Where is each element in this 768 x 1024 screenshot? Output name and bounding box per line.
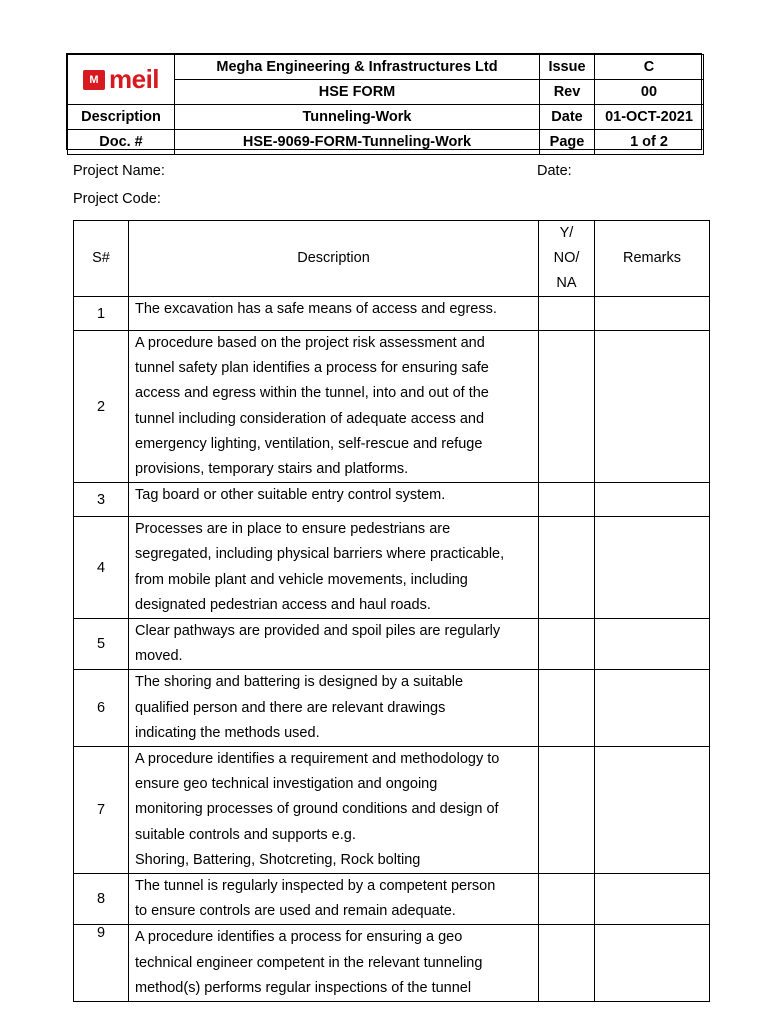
row-serial-number: 5: [74, 619, 129, 670]
description-line: designated pedestrian access and haul roads.: [135, 596, 431, 613]
description-line: indicating the methods used.: [135, 724, 320, 741]
row-remarks-cell[interactable]: [595, 925, 710, 1002]
description-line: A procedure based on the project risk assessment and: [135, 335, 485, 351]
checklist-row: [74, 619, 710, 670]
col-header-sn: S#: [74, 221, 129, 297]
description-line: to ensure controls are used and remain adequate.: [135, 903, 456, 920]
row-description: [129, 925, 539, 1002]
description-line: moved.: [135, 648, 183, 665]
description-line: Clear pathways are provided and spoil piles are regularly: [135, 623, 501, 640]
description-line: A procedure identifies a requirement and methodology to: [135, 751, 500, 768]
description-line: ensure geo technical investigation and ongoing: [135, 776, 438, 793]
checklist-row: [74, 747, 710, 874]
row-ynn-cell[interactable]: [539, 747, 595, 874]
page-label: Page: [540, 130, 595, 155]
row-description: [129, 670, 539, 747]
row-remarks-cell[interactable]: [595, 747, 710, 874]
row-ynn-cell[interactable]: [539, 297, 595, 331]
row-ynn-cell[interactable]: [539, 619, 595, 670]
description-line: tunnel including consideration of adequate access and: [135, 410, 485, 427]
col-header-remarks: Remarks: [595, 221, 710, 297]
row-description: [129, 297, 539, 331]
row-remarks-cell[interactable]: [595, 670, 710, 747]
row-description: [129, 517, 539, 619]
row-ynn-cell[interactable]: [539, 331, 595, 483]
col-header-ynn: Y/ NO/ NA: [539, 221, 595, 297]
checklist-row: [74, 925, 710, 1002]
row-serial-number: 3: [74, 483, 129, 517]
description-line: qualified person and there are relevant drawings: [135, 699, 446, 716]
description-line: suitable controls and supports e.g.: [135, 826, 356, 843]
project-code-label: Project Code:: [73, 191, 161, 207]
logo-text: meil: [108, 64, 160, 94]
row-remarks-cell[interactable]: [595, 619, 710, 670]
checklist-row: [74, 297, 710, 331]
date-label: Date: [540, 105, 595, 130]
row-serial-number: 8: [74, 874, 129, 925]
description-line: A procedure identifies a process for ensuring a geo: [135, 929, 463, 946]
rev-label: Rev: [540, 80, 595, 105]
doc-label: Doc. #: [68, 130, 175, 155]
row-serial-number: 2: [74, 331, 129, 483]
description-line: method(s) performs regular inspections of the tunnel: [135, 979, 472, 996]
description-line: monitoring processes of ground conditions and design of: [135, 801, 499, 818]
description-line: Shoring, Battering, Shotcreting, Rock bolting: [135, 851, 421, 868]
row-serial-number: 7: [74, 747, 129, 874]
description-line: provisions, temporary stairs and platforms.: [135, 461, 409, 478]
description-line: Processes are in place to ensure pedestrians are: [135, 521, 451, 538]
row-ynn-cell[interactable]: [539, 874, 595, 925]
checklist-row: [74, 517, 710, 619]
col-header-description: Description: [129, 221, 539, 297]
logo-mark-icon: M: [83, 70, 105, 90]
row-remarks-cell[interactable]: [595, 517, 710, 619]
row-remarks-cell[interactable]: [595, 483, 710, 517]
description-line: emergency lighting, ventilation, self-rescue and refuge: [135, 435, 483, 452]
issue-label: Issue: [540, 55, 595, 80]
description-label: Description: [68, 105, 175, 130]
row-ynn-cell[interactable]: [539, 483, 595, 517]
row-description: [129, 747, 539, 874]
description-line: Tag board or other suitable entry control system.: [135, 487, 446, 504]
rev-value: 00: [595, 80, 704, 105]
description-line: segregated, including physical barriers where practicable,: [135, 546, 505, 563]
description-line: access and egress within the tunnel, into and out of the: [135, 385, 489, 402]
row-serial-number: 9: [74, 925, 129, 1002]
row-serial-number: 4: [74, 517, 129, 619]
description-line: The tunnel is regularly inspected by a competent person: [135, 878, 496, 895]
project-date-label: Date:: [537, 163, 572, 179]
issue-value: C: [595, 55, 704, 80]
checklist-row: [74, 331, 710, 483]
description-line: tunnel safety plan identifies a process for ensuring safe: [135, 360, 489, 377]
project-name-label: Project Name:: [73, 163, 165, 179]
checklist-row: [74, 670, 710, 747]
row-remarks-cell[interactable]: [595, 297, 710, 331]
row-serial-number: 1: [74, 297, 129, 331]
row-description: [129, 874, 539, 925]
description-line: The excavation has a safe means of access and egress.: [135, 301, 497, 317]
checklist-table: [73, 220, 710, 1002]
company-name: Megha Engineering & Infrastructures Ltd: [175, 55, 540, 80]
checklist-row: [74, 483, 710, 517]
description-line: technical engineer competent in the relevant tunneling: [135, 954, 483, 971]
description-line: from mobile plant and vehicle movements, including: [135, 571, 468, 588]
date-value: 01-OCT-2021: [595, 105, 704, 130]
form-title: HSE FORM: [175, 80, 540, 105]
row-ynn-cell[interactable]: [539, 670, 595, 747]
row-description: [129, 619, 539, 670]
row-serial-number: 6: [74, 670, 129, 747]
row-description: [129, 483, 539, 517]
row-ynn-cell[interactable]: [539, 925, 595, 1002]
form-header: [66, 53, 702, 150]
company-logo: [68, 55, 175, 105]
row-remarks-cell[interactable]: [595, 331, 710, 483]
description-value: Tunneling-Work: [175, 105, 540, 130]
description-line: The shoring and battering is designed by a suitable: [135, 674, 464, 691]
row-remarks-cell[interactable]: [595, 874, 710, 925]
row-description: [129, 331, 539, 483]
checklist-row: [74, 874, 710, 925]
doc-value: HSE-9069-FORM-Tunneling-Work: [175, 130, 540, 155]
row-ynn-cell[interactable]: [539, 517, 595, 619]
checklist-header-row: [74, 221, 710, 297]
page-value: 1 of 2: [595, 130, 704, 155]
